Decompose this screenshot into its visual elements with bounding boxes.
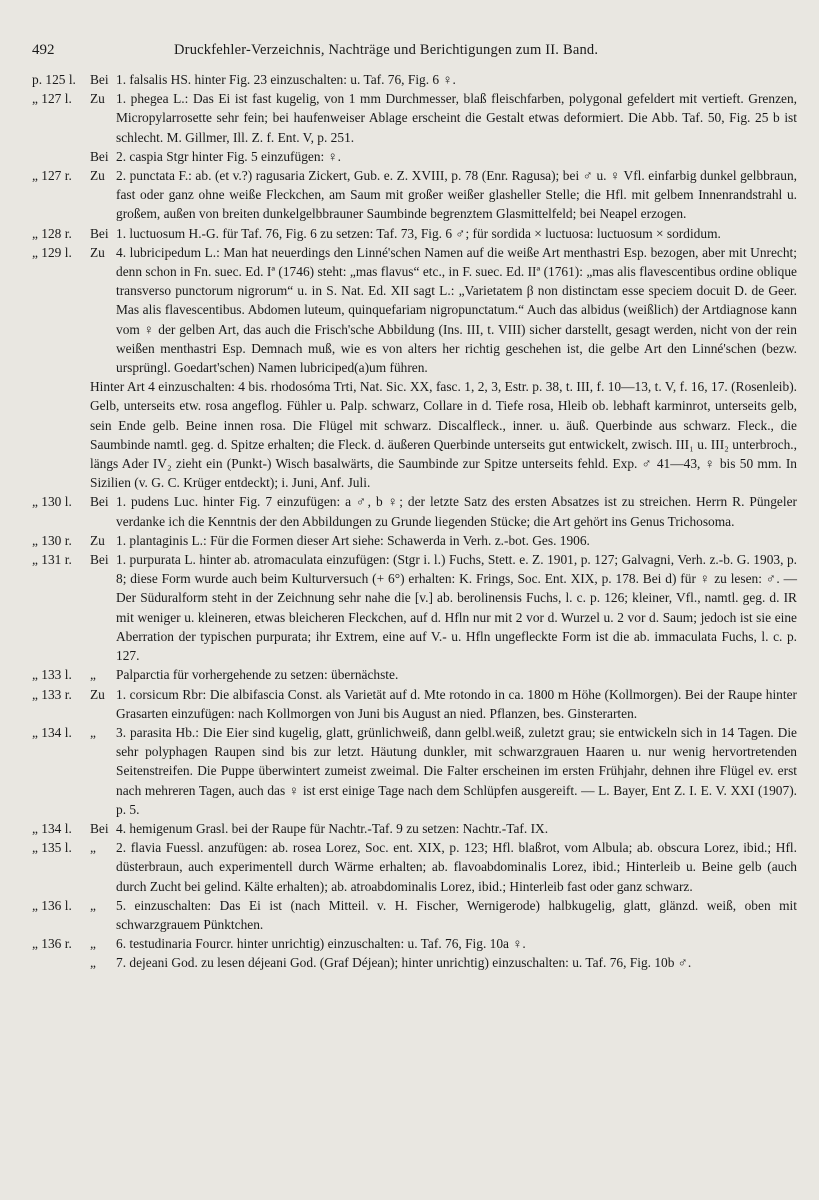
entry-reference: „ 131 r. (32, 552, 72, 568)
errata-entry (32, 665, 797, 684)
errata-list (32, 70, 797, 973)
entry-text: 1. purpurata L. hinter ab. atromaculata einzufügen: (Stgr i. l.) Fuchs, Stett. e. Z. 1901, p. 127; Galvagni, Verh. z.-b. G. 1903, p. 8; diese Form wurde auch beim Kulturversuch (+ 6°) erhalten: K. Frings, Soc. Ent. XIX, p. 178. Bei d) für ♀ zu lesen: ♂. — Der Süduralform steht in der Zeichnung sehr nahe die [v.] ab. berolinensis Fuchs, l. c. p. 126; kleiner, Vfl., namtl. geg. d. IR mit weniger u. kleineren, etwas bleicheren Fleckchen, auf d. Hfln nur mit 2 vor d. Wurzel u. 2 vor d. Saum; jedoch ist sie eine Aberration der typischen purpurata; ihr Extrem, eine auf V.- u. Hfln ungefleckte Form ist die ab. immaculata Fuchs, l. c. p. 127. (116, 552, 797, 664)
errata-entry (32, 531, 797, 550)
entry-tag: Zu (90, 244, 105, 260)
entry-text: 2. flavia Fuessl. anzufügen: ab. rosea Lorez, Soc. ent. XIX, p. 123; Hfl. blaßrot, vom Albula; ab. obscura Lorez, ibid.; Hfl. düsterbraun, auch experimentell durch Wärme erhalten; ab. flavoabdominalis Lorez, ibid.; Hinterleib u. Beine gelb (auch durch Zucht bei gelind. Kälte erhalten); ab. atroabdominalis Lorez, ibid.; Hinterleib fast oder ganz schwarz. (116, 840, 797, 894)
entry-reference: „ 133 r. (32, 686, 72, 702)
entry-tag: Bei (90, 494, 109, 510)
entry-tag: Bei (90, 148, 109, 164)
entry-text: 2. caspia Stgr hinter Fig. 5 einzufügen: ♀. (116, 148, 341, 164)
page-header (32, 42, 797, 66)
entry-tag: „ (90, 936, 96, 952)
entry-reference: „ 136 r. (32, 936, 72, 952)
entry-tag: „ (90, 667, 96, 683)
errata-entry (32, 550, 797, 665)
entry-reference: „ 134 l. (32, 724, 72, 740)
entry-reference: „ 129 l. (32, 244, 72, 260)
entry-tag: Zu (90, 532, 105, 548)
entry-reference (32, 377, 90, 492)
errata-entry (32, 819, 797, 838)
entry-reference: „ 127 r. (32, 168, 72, 184)
errata-entry (32, 377, 797, 492)
entry-text: 7. dejeani God. zu lesen déjeani God. (Graf Déjean); hinter unrichtig) einzuschalten: u. Taf. 76, Fig. 10b ♂. (116, 955, 692, 971)
entry-text: 1. phegea L.: Das Ei ist fast kugelig, von 1 mm Durchmesser, blaß fleischfarben, polygonal gefeldert mit vertieft. Grenzen, Micropylarrosette sehr fein; bei haufenweiser Ablage erscheint die Gestalt etwas deformiert. Die Abb. Taf. 50, Fig. 25 b ist schlecht. M. Gillmer, Ill. Z. f. Ent. V, p. 251. (116, 91, 797, 145)
errata-entry (32, 89, 797, 147)
entry-text: 1. falsalis HS. hinter Fig. 23 einzuschalten: u. Taf. 76, Fig. 6 ♀. (116, 72, 456, 87)
errata-entry (32, 147, 797, 166)
entry-tag: Zu (90, 686, 105, 702)
entry-text: 1. luctuosum H.-G. für Taf. 76, Fig. 6 zu setzen: Taf. 73, Fig. 6 ♂; für sordida × luctuosa: luctuosum × sordidum. (116, 225, 721, 241)
entry-text: 1. pudens Luc. hinter Fig. 7 einzufügen: a ♂, b ♀; der letzte Satz des ersten Absatzes ist zu streichen. Herrn R. Püngeler verdanke ich die Kenntnis der den Abbildungen zu Grunde liegenden Stücke; die Art gehört ins Genus Trichosoma. (116, 494, 797, 529)
entry-reference (32, 147, 90, 166)
entry-text: 4. hemigenum Grasl. bei der Raupe für Nachtr.-Taf. 9 zu setzen: Nachtr.-Taf. IX. (116, 820, 549, 836)
entry-text: 6. testudinaria Fourcr. hinter unrichtig) einzuschalten: u. Taf. 76, Fig. 10a ♀. (116, 936, 526, 952)
entry-tag: „ (90, 897, 96, 913)
entry-text: Palparctia für vorhergehende zu setzen: übernächste. (116, 667, 399, 683)
page-number: 492 (32, 42, 55, 58)
entry-tag: Bei (90, 225, 109, 241)
entry-reference: „ 128 r. (32, 225, 72, 241)
entry-tag: „ (90, 724, 96, 740)
entry-reference: „ 130 l. (32, 494, 72, 510)
entry-tag: „ (90, 955, 96, 971)
entry-tag: „ (90, 840, 96, 856)
errata-entry (32, 934, 797, 953)
entry-text: 5. einzuschalten: Das Ei ist (nach Mitteil. v. H. Fischer, Wernigerode) halbkugelig, glatt, glänzd. weiß, oben mit schwarzgrauem Pünktchen. (116, 897, 797, 932)
entry-reference: „ 127 l. (32, 91, 72, 107)
errata-entry (32, 685, 797, 723)
entry-text: 1. corsicum Rbr: Die albifascia Const. als Varietät auf d. Mte rotondo in ca. 1800 m Höhe (Kollmorgen). Bei der Raupe hinter Grasarten einzufügen: nach Kollmorgen von Juni bis August an nied. Pflanzen, bes. Ginsterarten. (116, 686, 797, 721)
entry-reference: „ 133 l. (32, 667, 72, 683)
running-title: Druckfehler-Verzeichnis, Nachträge und Berichtigungen zum II. Band. (174, 42, 599, 58)
entry-text: 4. lubricipedum L.: Man hat neuerdings den Linné'schen Namen auf die weiße Art menthastri Esp. bezogen, aber mit Unrecht; denn schon in Fn. suec. Ed. Iª (1746) steht: „mas flavus“ etc., in F. suec. Ed. IIª (1761): „mas alis flavescentibus ordine oblique transverso punctorum nigrorum“ u. in S. Nat. Ed. XII sagt L.: „Varietatem β non distinctam esse speciem docuit D. de Geer. Mas alis flavescentibus. Abdomen luteum, quinquefariam nigropunctatum.“ Auch das albidus (weißlich) der Artdiagnose kann vom ♀ der gelben Art, das auch die Frisch'sche Abbildung (Ins. III, t. VIII) sicher darstellt, gesagt werden, nicht von der rein weißen menthastri Esp. Demnach muß, wie es von alters her richtig geschehen ist, die gelbe Art den Linné'schen (bezw. ursprüngl. Goedart'schen) Namen lubriciped(a)um führen. (116, 244, 797, 376)
entry-reference: „ 134 l. (32, 820, 72, 836)
errata-entry (32, 492, 797, 530)
entry-tag: Zu (90, 91, 105, 107)
errata-entry (32, 243, 797, 377)
errata-entry (32, 838, 797, 896)
entry-tag: Bei (90, 72, 109, 87)
entry-text: 1. plantaginis L.: Für die Formen dieser Art siehe: Schawerda in Verh. z.-bot. Ges. 1906. (116, 532, 590, 548)
entry-reference (32, 953, 90, 972)
entry-text: 2. punctata F.: ab. (et v.?) ragusaria Zickert, Gub. e. Z. XVIII, p. 78 (Enr. Ragusa); bei ♂ u. ♀ Vfl. einfarbig dunkel gelbbraun, fast oder ganz ohne weiße Fleckchen, am Saum mit großer weißer glasheller Stelle; die Hfl. mit gelbem Innenrandstrahl u. großem, außen von breiten dunkelgelbbrauner Saumbinde begrenztem Glasmittelfeld; bei Neapel erzogen. (116, 168, 797, 222)
entry-tag: Bei (90, 820, 109, 836)
errata-entry (32, 166, 797, 224)
entry-tag: Zu (90, 168, 105, 184)
errata-entry (32, 723, 797, 819)
errata-entry (32, 896, 797, 934)
entry-reference: „ 135 l. (32, 840, 72, 856)
entry-text: 3. parasita Hb.: Die Eier sind kugelig, glatt, grünlichweiß, dann gelbl.weiß, zuletzt grau; sie entwickeln sich in 14 Tagen. Die sehr polyphagen Raupen sind bis zur letzt. Häutung dunkler, mit schwarzgrauen Haaren u. nur wenig hervortretenden Seitenstreifen. Die Puppe überwintert zumeist zweimal. Die Falter erscheinen im ersten Frühjahr, dehnen ihre Flügel ev. erst nach mehreren Tagen, auch das ♀ ist erst einige Tage nach dem Schlüpfen ausgereift. — L. Bayer, Ent Z. I. E. V. XXI (1907). p. 5. (116, 724, 797, 817)
errata-entry (32, 70, 797, 89)
entry-text: Hinter Art 4 einzuschalten: 4 bis. rhodosóma Trti, Nat. Sic. XX, fasc. 1, 2, 3, Estr. p. 38, t. III, f. 10—13, t. V, f. 16, 17. (Rosenleib). Gelb, unterseits etw. rosa angeflog. Fühler u. Palp. schwarz, Collare in d. Tiefe rosa, Hleib ob. lebhaft karminrot, unterseits gelb, sein Ende gelb. Beine innen rosa. Die Flügel mit schwarz. Discalfleck., inner. u. äuß. Querbinde aus schwarz. Fleck., die Saumbinde namtl. geg. d. Spitze erhalten; die Fleck. d. äußeren Querbinde unterseits gut entwickelt, zwisch. III₁ u. III₂ unterbroch., längs Ader IV₂ zieht ein (Punkt-) Wisch basalwärts, die Saumbinde zur Spitze unterseits fehld. Exp. ♂ 41—43, ♀ bis 50 mm. In Sizilien (v. G. C. Krüger entdeckt); i. Juni, Anf. Juli. (90, 379, 797, 491)
entry-tag: Bei (90, 552, 109, 568)
entry-reference: p. 125 l. (32, 72, 76, 87)
entry-reference: „ 136 l. (32, 897, 72, 913)
errata-entry (32, 953, 797, 972)
errata-entry (32, 224, 797, 243)
entry-reference: „ 130 r. (32, 532, 72, 548)
